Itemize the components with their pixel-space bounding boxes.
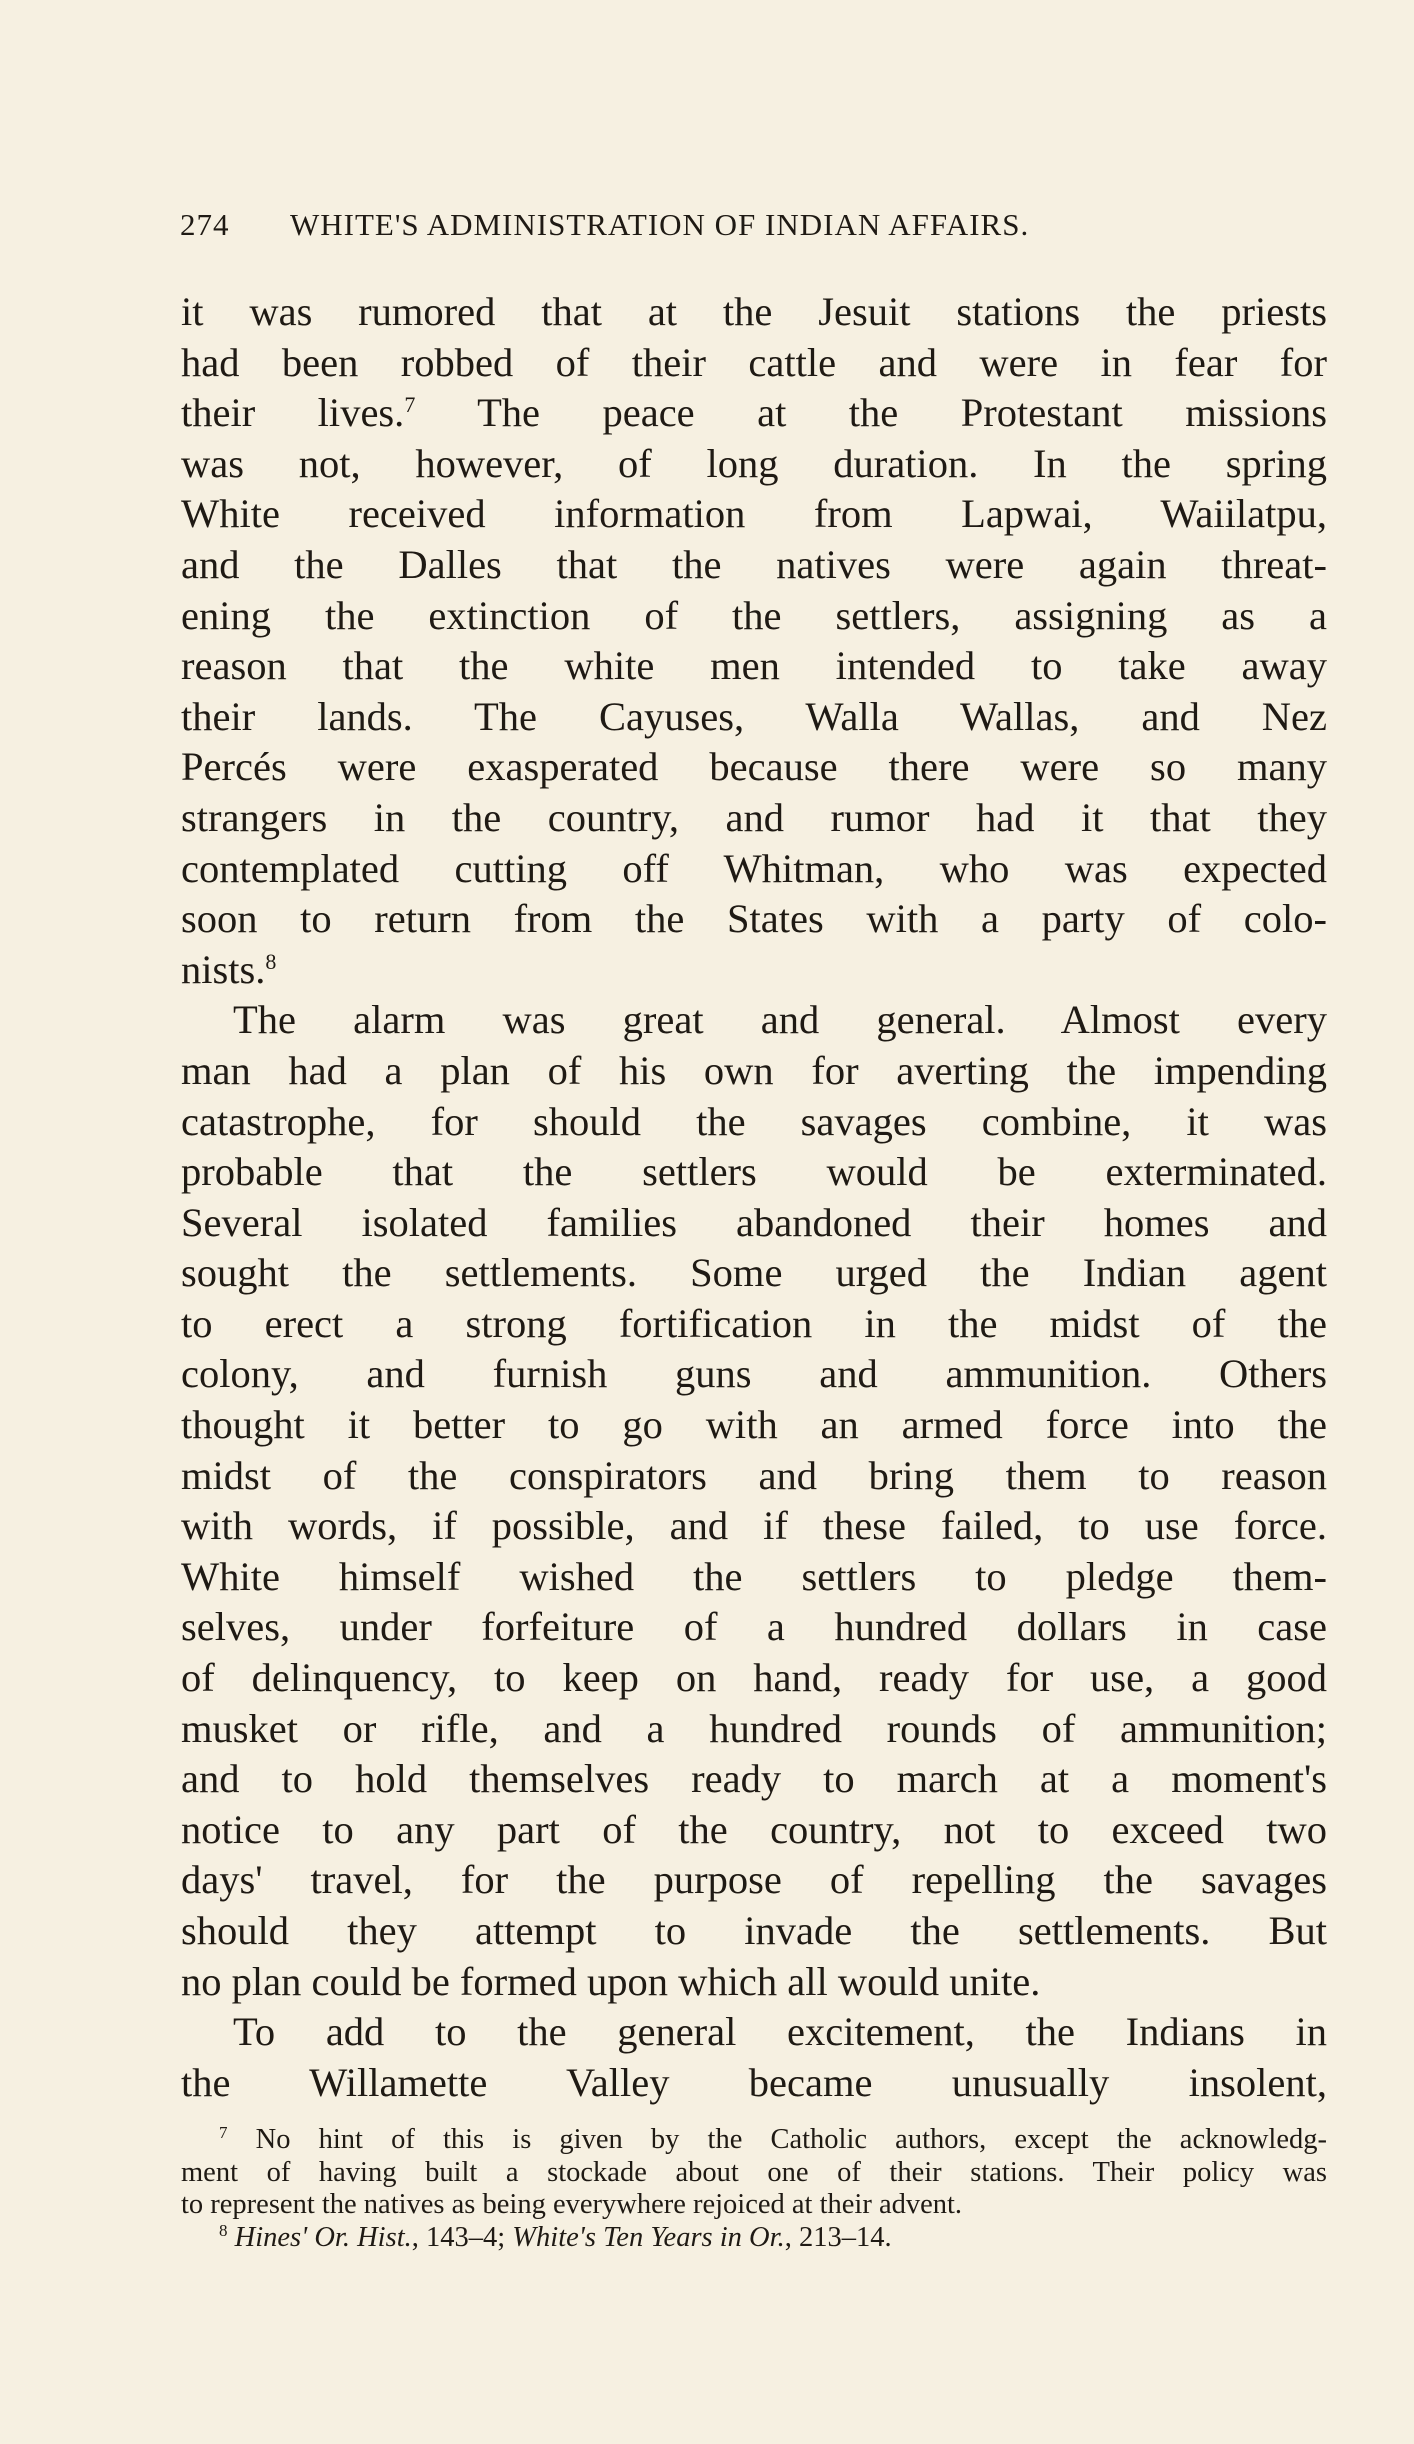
text-line: White received information from Lapwai, Waiilatpu, [181,491,1327,537]
footnote-ref-7: 7 [404,392,416,418]
text-line: was not, however, of long duration. In the spring [181,440,1327,486]
text-line: reason that the white men intended to take away [181,643,1327,689]
text-line: White himself wished the settlers to pledge them- [181,1553,1327,1599]
text-line [181,945,1327,996]
text-line: Several isolated families abandoned their homes and [181,1199,1327,1245]
text-line: midst of the conspirators and bring them to reason [181,1452,1327,1498]
footnote-mark-8: 8 [219,2220,228,2240]
footnotes [181,2124,1327,2254]
text-line: should they attempt to invade the settlements. But [181,1908,1327,1953]
text-line: colony, and furnish guns and ammunition. Others [181,1351,1327,1397]
page-number: 274 [180,207,230,242]
text-line: catastrophe, for should the savages combine, it was [181,1098,1327,1144]
text-line: soon to return from the States with a party of colo- [181,896,1327,942]
text-line: days' travel, for the purpose of repelling the savages [181,1857,1327,1903]
text-line: contemplated cutting off Whitman, who was expected [181,845,1327,891]
text-line: selves, under forfeiture of a hundred dollars in case [181,1604,1327,1650]
citation-title: White's Ten Years in Or. [512,2221,785,2253]
text-line: notice to any part of the country, not to exceed two [181,1806,1327,1852]
text-segment: their lives. [181,390,405,436]
text-line: thought it better to go with an armed force into the [181,1402,1327,1448]
text-line: man had a plan of his own for averting the impending [181,1047,1327,1093]
text-line: their lands. The Cayuses, Walla Wallas, and Nez [181,693,1327,739]
text-segment: nists. [181,946,266,992]
footnote-mark-7: 7 [219,2123,228,2142]
text-line: ening the extinction of the settlers, assigning as a [181,592,1327,638]
citation-title: Hines' Or. Hist. [234,2221,412,2253]
text-line: The alarm was great and general. Almost every [233,997,1327,1043]
text-line: musket or rifle, and a hundred rounds of ammunition; [181,1705,1327,1751]
text-line: with words, if possible, and if these failed, to use force. [181,1503,1327,1549]
text-line: probable that the settlers would be exterminated. [181,1149,1327,1195]
footnote-text: No hint of this is given by the Catholic authors, except the acknowledg- [255,2124,1327,2155]
body-text [181,287,1327,2108]
text-line: the Willamette Valley became unusually insolent, [181,2059,1327,2105]
text-line: sought the settlements. Some urged the Indian agent [181,1250,1327,1296]
text-line: had been robbed of their cattle and were in fear for [181,339,1327,385]
footnote-line: to represent the natives as being everywhere rejoiced at their advent. [181,2189,963,2220]
footnote-line: ment of having built a stockade about one of their stations. Their policy was [181,2156,1327,2188]
text-line: strangers in the country, and rumor had it that they [181,794,1327,840]
running-head [180,205,1210,245]
text-line: to erect a strong fortification in the midst of the [181,1300,1327,1346]
footnote-ref-8: 8 [265,948,277,974]
text-segment: The peace at the Protestant missions [477,390,1327,436]
footnote-8 [181,2222,1327,2255]
text-line: no plan could be formed upon which all would unite. [181,1958,1041,2004]
citation-pages: , 213–14. [784,2221,892,2253]
footnote-7 [181,2124,1327,2157]
text-line: Percés were exasperated because there were so many [181,744,1327,790]
text-line: it was rumored that at the Jesuit stations the priests [181,289,1327,334]
citation-pages: , 143–4; [411,2221,513,2253]
text-line: and to hold themselves ready to march at a moment's [181,1756,1327,1802]
text-line: To add to the general excitement, the Indians in [233,2009,1327,2055]
text-line [181,388,1327,439]
text-line: of delinquency, to keep on hand, ready for use, a good [181,1655,1327,1701]
running-title: WHITE'S ADMINISTRATION OF INDIAN AFFAIRS. [290,207,1030,242]
text-line: and the Dalles that the natives were again threat- [181,541,1327,587]
